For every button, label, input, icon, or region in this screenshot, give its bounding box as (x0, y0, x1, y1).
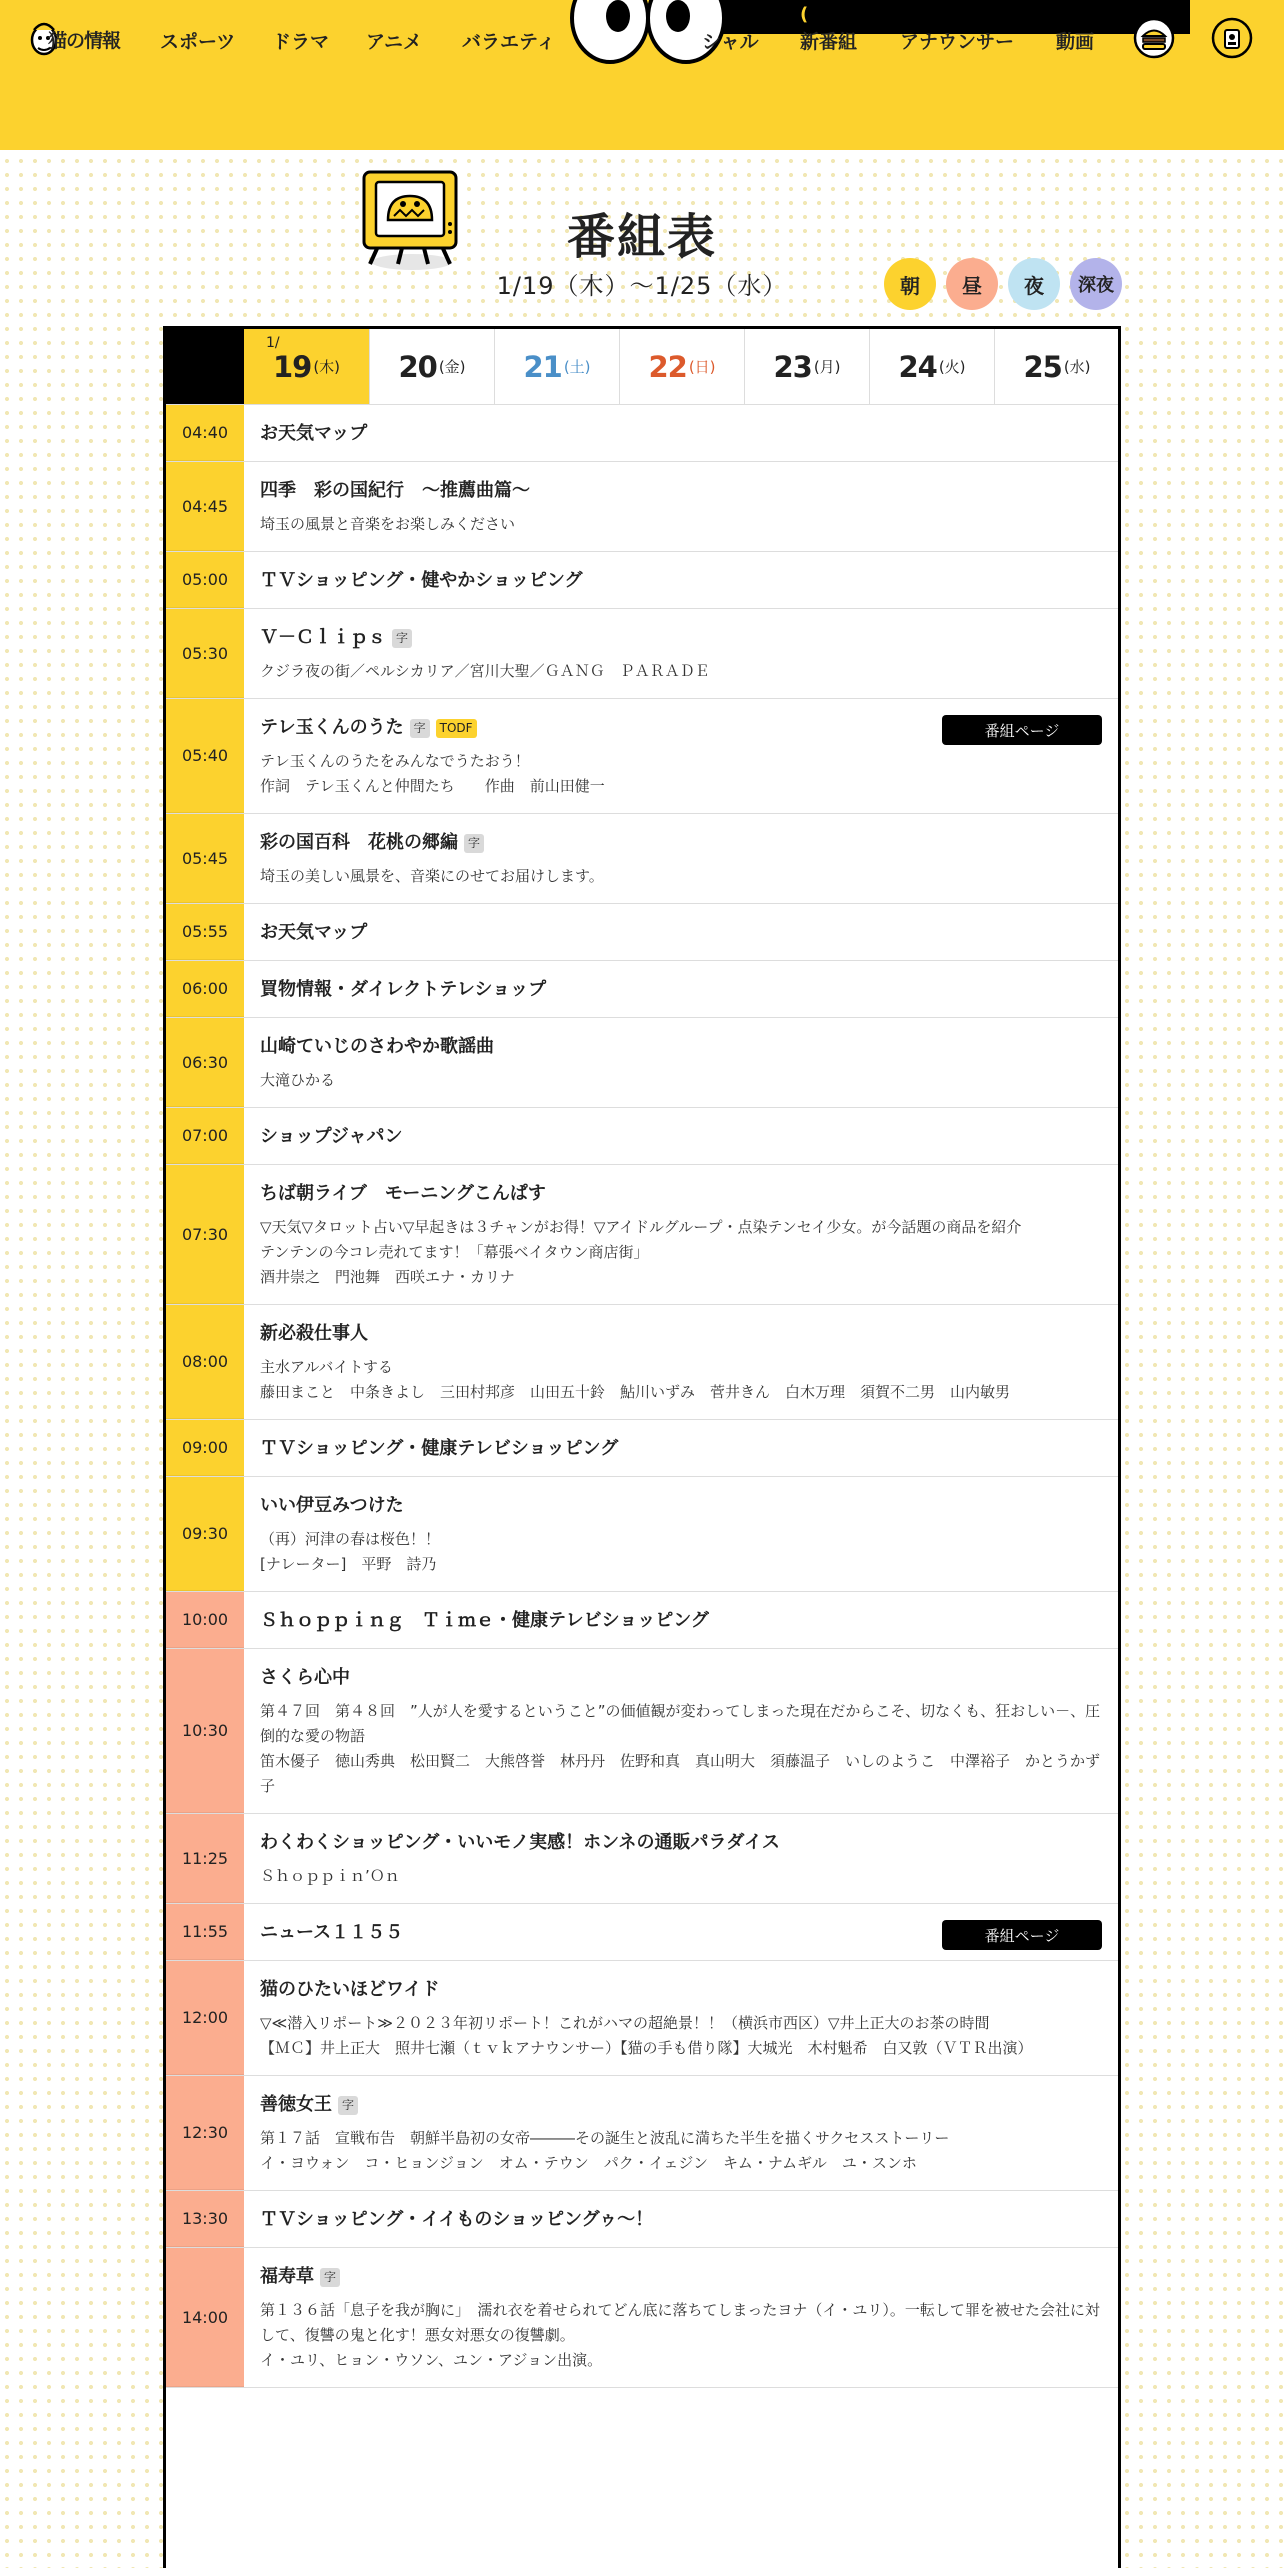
program-time: 10:30 (166, 1649, 244, 1813)
mascot-badge-icon[interactable] (1210, 16, 1254, 60)
program-cell[interactable] (244, 405, 1118, 461)
program-row (166, 1305, 1118, 1420)
program-cell[interactable] (244, 1904, 1118, 1960)
nav-drama[interactable]: ドラマ (272, 31, 330, 53)
program-title[interactable]: 山崎ていじのさわやか歌謡曲 (260, 1036, 494, 1057)
program-title-line (260, 2264, 1102, 2290)
program-time: 09:00 (166, 1420, 244, 1476)
day-number: 24 (898, 349, 937, 384)
program-description: 大滝ひかる (260, 1071, 336, 1089)
program-row (166, 699, 1118, 814)
program-description: ▽≪潜入リポート≫２０２３年初リポート！これがハマの超絶景！！（横浜市西区）▽井上正大のお茶の時間 【ＭＣ】井上正大 照井七瀬（ｔｖｋアナウンサー）【猫の手も借り隊】大城光 木村魁希 白又敦（ＶＴＲ出演） (260, 2014, 1033, 2057)
program-time: 11:55 (166, 1904, 244, 1960)
program-title-line (260, 1665, 1102, 1691)
program-row (166, 552, 1118, 609)
program-title[interactable]: いい伊豆みつけた (260, 1495, 404, 1516)
program-row (166, 1165, 1118, 1305)
program-time: 06:30 (166, 1018, 244, 1107)
subtitle-badge: 字 (392, 629, 412, 648)
noon-button[interactable] (946, 258, 998, 310)
day-weekday: (日) (688, 358, 716, 376)
night-label: 夜 (1024, 273, 1044, 298)
day-tab-21[interactable] (494, 329, 619, 404)
program-title[interactable]: お天気マップ (260, 423, 368, 444)
header-bar-mark: ( (800, 4, 809, 25)
day-weekday: (火) (938, 358, 966, 376)
program-cell[interactable] (244, 2076, 1118, 2190)
program-row (166, 462, 1118, 552)
program-cell[interactable] (244, 699, 1118, 813)
program-row (166, 1477, 1118, 1592)
program-title[interactable]: ＴＶショッピング・健康テレビショッピング (260, 1438, 619, 1459)
late-night-button[interactable] (1070, 258, 1122, 310)
program-title[interactable]: お天気マップ (260, 922, 368, 943)
program-description: 主水アルバイトする 藤田まこと 中条きよし 三田村邦彦 山田五十鈴 鮎川いずみ 菅井きん 白木万理 須賀不二男 山内敏男 (260, 1358, 1011, 1401)
subtitle-badge: 字 (320, 2268, 340, 2287)
program-row (166, 1649, 1118, 1814)
program-title[interactable]: ニュース１１５５ (260, 1922, 404, 1943)
day-weekday: (木) (313, 358, 341, 376)
day-tab-19[interactable] (244, 329, 369, 404)
program-time: 08:00 (166, 1305, 244, 1419)
program-description: ▽天気▽タロット占い▽早起きは３チャンがお得！▽アイドルグループ・点染テンセイ少女。が今話題の商品を紹介 テンテンの今コレ売れてます！「幕張ベイタウン商店街」 酒井崇之 門池舞 西咲エナ・カリナ (260, 1218, 1022, 1286)
program-cell[interactable] (244, 2248, 1118, 2387)
program-title[interactable]: ちば朝ライブ モーニングこんぱす (260, 1183, 546, 1204)
program-title[interactable]: ＴＶショッピング・健やかショッピング (260, 570, 583, 591)
burger-icon[interactable] (1132, 16, 1176, 60)
nav-variety[interactable]: バラエティ (462, 31, 556, 53)
day-tabs (166, 329, 1118, 405)
program-title[interactable]: わくわくショッピング・いいモノ実感！ホンネの通販パラダイス (260, 1832, 780, 1853)
program-title-line (260, 1493, 1102, 1519)
program-title-line (260, 1977, 1102, 2003)
subtitle-badge: 字 (410, 719, 430, 738)
nav-new-programs[interactable]: 新番組 (800, 31, 858, 53)
program-row (166, 961, 1118, 1018)
program-cell[interactable] (244, 814, 1118, 903)
program-description: 埼玉の美しい風景を、音楽にのせてお届けします。 (260, 867, 604, 885)
morning-button[interactable] (884, 258, 936, 310)
page-title: 番組表 (566, 209, 717, 265)
program-description: 第１７話 宣戦布告 朝鮮半島初の女帝―――その誕生と波乱に満ちた半生を描くサクセスストーリー イ・ヨウォン コ・ヒョンジョン オム・テウン パク・イェジン キム・ナムギル ユ・スンホ (260, 2129, 950, 2172)
site-header (0, 0, 1284, 150)
program-title[interactable]: ショップジャパン (260, 1126, 403, 1147)
day-number: 22 (648, 349, 687, 384)
program-time: 11:25 (166, 1814, 244, 1903)
program-title[interactable]: 福寿草 (260, 2266, 314, 2287)
program-title-line (260, 625, 1102, 651)
program-title[interactable]: 善徳女王 (260, 2094, 332, 2115)
program-row (166, 904, 1118, 961)
program-row (166, 1420, 1118, 1477)
day-weekday: (土) (563, 358, 591, 376)
morning-label: 朝 (900, 273, 920, 298)
program-row (166, 2248, 1118, 2388)
program-cell[interactable] (244, 1165, 1118, 1304)
program-description: テレ玉くんのうたをみんなでうたおう！ 作詞 テレ玉くんと仲間たち 作曲 前山田健一 (260, 752, 605, 795)
program-row (166, 405, 1118, 462)
program-title-line (260, 920, 1102, 946)
nav-anime[interactable]: アニメ (366, 31, 423, 53)
program-time: 05:00 (166, 552, 244, 608)
program-title-line (260, 1830, 1102, 1856)
program-cell[interactable] (244, 1018, 1118, 1107)
program-title[interactable]: 新必殺仕事人 (260, 1323, 368, 1344)
program-row (166, 2191, 1118, 2248)
program-title-line (260, 1034, 1102, 1060)
program-row (166, 1018, 1118, 1108)
program-row (166, 609, 1118, 699)
program-title[interactable]: ＴＶショッピング・イイものショッピングゥ～！ (260, 2209, 654, 2230)
program-cell[interactable] (244, 1592, 1118, 1648)
subtitle-badge: 字 (464, 834, 484, 853)
program-title[interactable]: テレ玉くんのうた (260, 717, 404, 738)
nav-sports[interactable]: スポーツ (160, 31, 236, 53)
program-title-line (260, 830, 1102, 856)
program-title-line (260, 1436, 1102, 1462)
program-time: 04:45 (166, 462, 244, 551)
program-title-line (260, 2092, 1102, 2118)
program-time: 14:00 (166, 2248, 244, 2387)
nav-special[interactable]: シャル (702, 31, 759, 53)
day-number: 21 (523, 349, 562, 384)
program-time: 05:45 (166, 814, 244, 903)
day-number: 23 (773, 349, 812, 384)
night-button[interactable] (1008, 258, 1060, 310)
program-description: （再）河津の春は桜色！！ [ナレーター] 平野 詩乃 (260, 1530, 441, 1573)
program-description: 第１３６話「息子を我が胸に」 濡れ衣を着せられてどん底に落ちてしまったヨナ（イ・ユリ）。一転して罪を被せた会社に対して、復讐の鬼と化す！悪女対悪女の復讐劇。 イ・ユリ、ヒョン・ウソン、ユン・アジョン出演。 (260, 2301, 1100, 2369)
program-description: クジラ夜の街／ペルシカリア／宮川大聖／ＧＡＮＧ ＰＡＲＡＤＥ (260, 662, 710, 680)
day-number: 19 (272, 349, 312, 384)
header-zigzag-edge (0, 132, 1284, 154)
program-cell[interactable] (244, 2191, 1118, 2247)
program-title[interactable]: 四季 彩の国紀行 ～推薦曲篇～ (260, 480, 530, 501)
program-cell[interactable] (244, 1108, 1118, 1164)
program-title[interactable]: 買物情報・ダイレクトテレショップ (260, 979, 547, 1000)
day-tab-23[interactable] (744, 329, 869, 404)
program-cell[interactable] (244, 961, 1118, 1017)
nav-announcers[interactable]: アナウンサー (900, 31, 1015, 53)
nav-videos[interactable]: 動画 (1056, 31, 1095, 53)
program-title[interactable]: Ｓｈｏｐｐｉｎｇ Ｔｉｍｅ・健康テレビショッピング (260, 1610, 709, 1631)
program-schedule-table (163, 326, 1121, 2568)
program-page-button[interactable]: 番組ページ (942, 1920, 1102, 1950)
program-row (166, 1961, 1118, 2076)
day-number: 20 (398, 349, 437, 384)
program-title[interactable]: 猫のひたいほどワイド (260, 1979, 440, 2000)
program-cell[interactable] (244, 1649, 1118, 1813)
program-time: 13:30 (166, 2191, 244, 2247)
program-cell[interactable] (244, 904, 1118, 960)
day-tabs-corner (166, 329, 244, 404)
program-cell[interactable] (244, 1420, 1118, 1476)
program-row (166, 2076, 1118, 2191)
program-cell[interactable] (244, 609, 1118, 698)
program-row (166, 1592, 1118, 1649)
program-description: Ｓｈｏｐｐｉｎ’Ｏｎ (260, 1867, 400, 1885)
program-row (166, 1904, 1118, 1961)
program-description: 第４７回 第４８回 ”人が人を愛するということ”の価値観が変わってしまった現在だからこそ、切なくも、狂おしい－、圧倒的な愛の物語 笛木優子 徳山秀典 松田賢二 大熊啓誉 林丹丹 佐野和真 真山明大 須藤温子 いしのようこ 中澤裕子 かとうかず子 (260, 1702, 1101, 1795)
program-list (166, 405, 1118, 2388)
day-weekday: (月) (813, 358, 841, 376)
program-title[interactable]: さくら心中 (260, 1667, 350, 1688)
noon-label: 昼 (962, 273, 982, 298)
program-time: 07:00 (166, 1108, 244, 1164)
program-title-line (260, 1181, 1102, 1207)
program-time: 05:30 (166, 609, 244, 698)
program-title-line (260, 478, 1102, 504)
program-cell[interactable] (244, 1814, 1118, 1903)
day-weekday: (金) (438, 358, 466, 376)
day-tab-20[interactable] (369, 329, 494, 404)
program-title-line (260, 568, 1102, 594)
program-row (166, 814, 1118, 904)
program-description: 埼玉の風景と音楽をお楽しみください (260, 515, 516, 533)
program-title-line (260, 1124, 1102, 1150)
program-cell[interactable] (244, 1477, 1118, 1591)
program-time: 06:00 (166, 961, 244, 1017)
day-tab-25[interactable] (994, 329, 1119, 404)
logo-text[interactable]: 猫の情報 (48, 30, 121, 52)
program-cell[interactable] (244, 552, 1118, 608)
late-night-label: 深夜 (1078, 275, 1114, 296)
program-row (166, 1108, 1118, 1165)
day-tab-24[interactable] (869, 329, 994, 404)
program-time: 05:55 (166, 904, 244, 960)
program-title-line (260, 1321, 1102, 1347)
todf-badge: TODF (436, 719, 477, 738)
program-row (166, 1814, 1118, 1904)
program-time: 05:40 (166, 699, 244, 813)
program-cell[interactable] (244, 1305, 1118, 1419)
day-weekday: (水) (1063, 358, 1091, 376)
program-title[interactable]: 彩の国百科 花桃の郷編 (260, 832, 458, 853)
program-title-line (260, 2207, 1102, 2233)
day-tab-22[interactable] (619, 329, 744, 404)
program-time: 09:30 (166, 1477, 244, 1591)
program-title[interactable]: Ｖ－Ｃｌｉｐｓ (260, 627, 386, 648)
program-time: 07:30 (166, 1165, 244, 1304)
program-title-line (260, 1608, 1102, 1634)
day-month: 1/ (266, 335, 280, 351)
program-title-line (260, 977, 1102, 1003)
program-time: 04:40 (166, 405, 244, 461)
program-page-button[interactable]: 番組ページ (942, 715, 1102, 745)
program-time: 10:00 (166, 1592, 244, 1648)
program-cell[interactable] (244, 462, 1118, 551)
date-range: 1/19（木）〜1/25（水） (496, 272, 788, 300)
program-time: 12:30 (166, 2076, 244, 2190)
program-cell[interactable] (244, 1961, 1118, 2075)
day-number: 25 (1023, 349, 1062, 384)
subtitle-badge: 字 (338, 2096, 358, 2115)
program-title-line (260, 421, 1102, 447)
program-time: 12:00 (166, 1961, 244, 2075)
